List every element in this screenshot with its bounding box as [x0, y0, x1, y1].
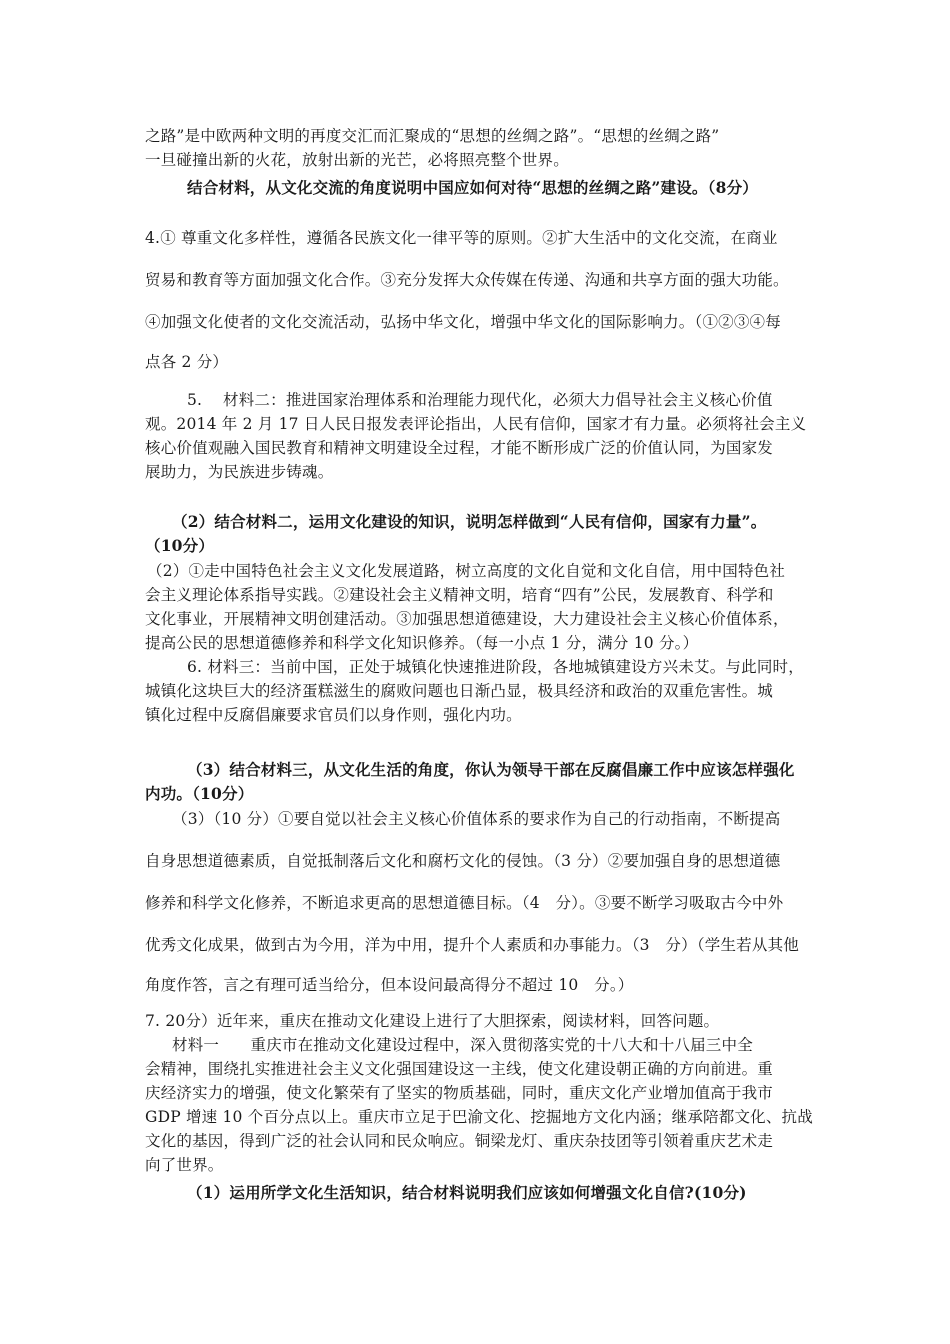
- material-line: 镇化过程中反腐倡廉要求官员们以身作则，强化内功。: [145, 706, 522, 724]
- answer-line: 提高公民的思想道德修养和科学文化知识修养。（每一小点 1 分，满分 10 分。）: [145, 634, 699, 652]
- material-line: 展助力，为民族进步铸魂。: [145, 463, 334, 481]
- text-line: 之路”是中欧两种文明的再度交汇而汇聚成的“思想的丝绸之路”。“思想的丝绸之路”: [145, 127, 720, 145]
- answer-line: ④加强文化使者的文化交流活动，弘扬中华文化，增强中华文化的国际影响力。（①②③④每: [145, 313, 781, 331]
- material-line: 材料一 重庆市在推动文化建设过程中，深入贯彻落实党的十八大和十八届三中全: [172, 1036, 753, 1054]
- answer-line: 优秀文化成果，做到古为今用，洋为中用，提升个人素质和办事能力。（3 分）（学生若从其他: [145, 936, 799, 954]
- answer-line: （2）①走中国特色社会主义文化发展道路，树立高度的文化自觉和文化自信，用中国特色社: [147, 562, 786, 580]
- material-line: 观。2014 年 2 月 17 日人民日报发表评论指出，人民有信仰，国家才有力量。必须将社会主义: [145, 415, 807, 433]
- answer-line: 点各 2 分）: [145, 353, 229, 371]
- question-heading: （2）结合材料二，运用文化建设的知识，说明怎样做到“人民有信仰，国家有力量”。: [172, 512, 767, 531]
- question-heading: （3）结合材料三，从文化生活的角度，你认为领导干部在反腐倡廉工作中应该怎样强化: [187, 760, 795, 779]
- answer-line: 文化事业，开展精神文明创建活动。③加强思想道德建设，大力建设社会主义核心价值体系，: [145, 610, 789, 628]
- answer-line: （3）（10 分）①要自觉以社会主义核心价值体系的要求作为自己的行动指南，不断提高: [172, 810, 781, 828]
- material-line: 会精神，围绕扎实推进社会主义文化强国建设这一主线，使文化建设朝正确的方向前进。重: [145, 1060, 774, 1078]
- answer-line: 贸易和教育等方面加强文化合作。③充分发挥大众传媒在传递、沟通和共享方面的强大功能。: [145, 271, 789, 289]
- answer-line: 会主义理论体系指导实践。②建设社会主义精神文明，培育“四有”公民，发展教育、科学和: [145, 586, 774, 604]
- material-line: 城镇化这块巨大的经济蛋糕滋生的腐败问题也日渐凸显，极具经济和政治的双重危害性。城: [145, 682, 774, 700]
- material-line: 庆经济实力的增强，使文化繁荣有了坚实的物质基础，同时，重庆文化产业增加值高于我市: [145, 1084, 774, 1102]
- answer-line: 角度作答，言之有理可适当给分，但本设问最高得分不超过 10 分。）: [145, 976, 634, 994]
- question-heading: （1）运用所学文化生活知识，结合材料说明我们应该如何增强文化自信?(10分): [187, 1183, 747, 1202]
- material-line: GDP 增速 10 个百分点以上。重庆市立足于巴渝文化、挖掘地方文化内涵；继承陪都文化、抗战: [145, 1108, 813, 1126]
- material-line: 5. 材料二：推进国家治理体系和治理能力现代化，必须大力倡导社会主义核心价值: [187, 391, 773, 409]
- answer-line: 修养和科学文化修养，不断追求更高的思想道德目标。（4 分）。③要不断学习吸取古今中外: [145, 894, 784, 912]
- answer-line: 4.① 尊重文化多样性，遵循各民族文化一律平等的原则。②扩大生活中的文化交流，在商业: [145, 229, 778, 247]
- question-line: 7. 20分）近年来，重庆在推动文化建设上进行了大胆探索，阅读材料，回答问题。: [145, 1012, 720, 1030]
- answer-line: 自身思想道德素质，自觉抵制落后文化和腐朽文化的侵蚀。（3 分）②要加强自身的思想道德: [145, 852, 781, 870]
- question-heading: 结合材料，从文化交流的角度说明中国应如何对待“思想的丝绸之路”建设。（8分）: [187, 178, 758, 197]
- material-line: 文化的基因，得到广泛的社会认同和民众响应。铜梁龙灯、重庆杂技团等引领着重庆艺术走: [145, 1132, 774, 1150]
- question-heading: 内功。（10分）: [145, 784, 254, 803]
- material-line: 向了世界。: [145, 1156, 224, 1174]
- question-heading: （10分）: [145, 536, 215, 555]
- material-line: 6. 材料三：当前中国，正处于城镇化快速推进阶段，各地城镇建设方兴未艾。与此同时，: [187, 658, 804, 676]
- material-line: 核心价值观融入国民教育和精神文明建设全过程，才能不断形成广泛的价值认同，为国家发: [145, 439, 774, 457]
- text-line: 一旦碰撞出新的火花，放射出新的光芒，必将照亮整个世界。: [145, 151, 569, 169]
